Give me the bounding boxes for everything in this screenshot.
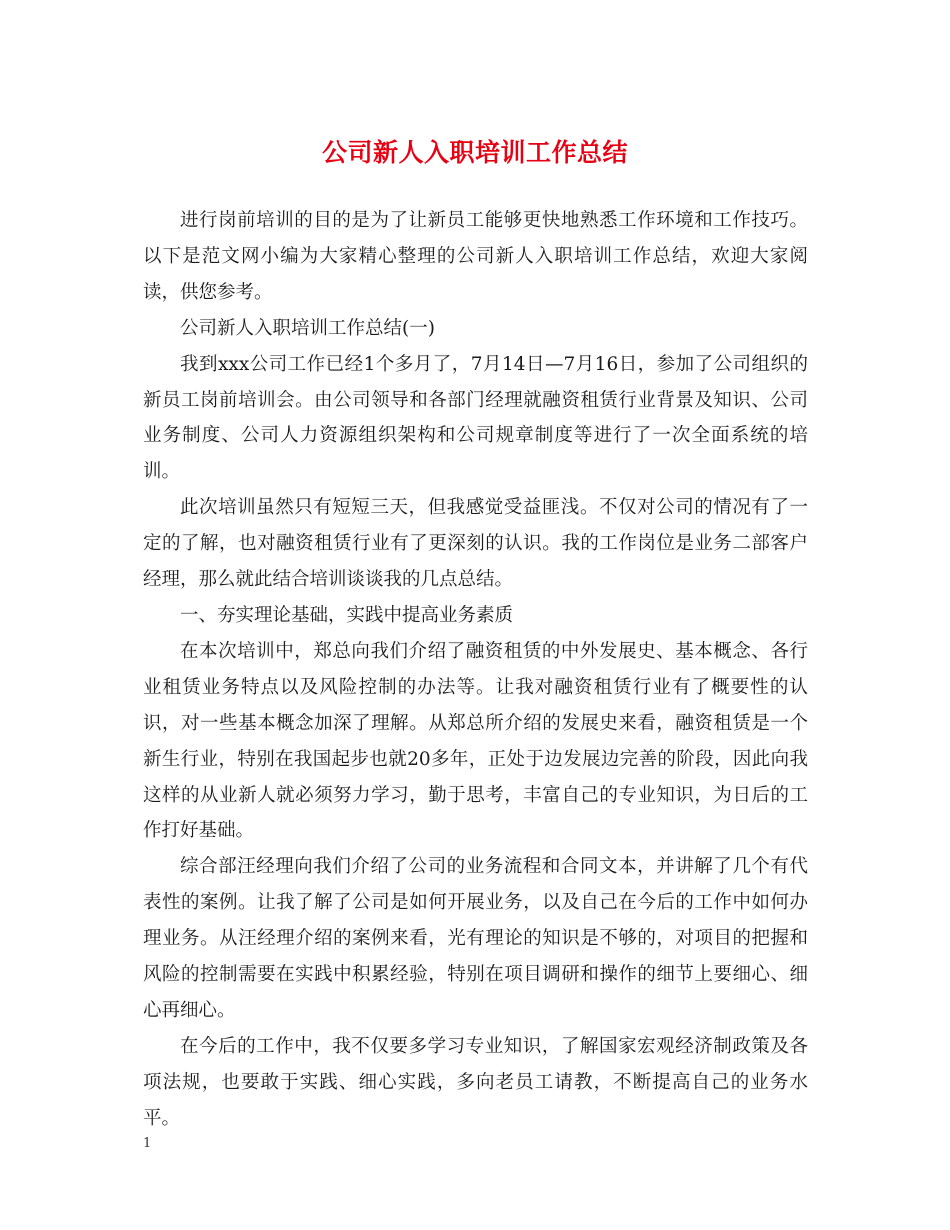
- subheading: 一、夯实理论基础，实践中提高业务素质: [180, 604, 514, 626]
- section-heading-one: 公司新人入职培训工作总结(一): [180, 317, 435, 339]
- document-title: 公司新人入职培训工作总结: [321, 138, 628, 167]
- paragraph: 此次培训虽然只有短短三天，但我感觉受益匪浅。不仅对公司的情况有了一定的了解，也对融资租赁行业有了更深刻的认识。我的工作岗位是业务二部客户经理，那么就此结合培训谈谈我的几点总结。: [143, 497, 808, 591]
- page-number: 1: [143, 1136, 152, 1151]
- paragraph: 综合部汪经理向我们介绍了公司的业务流程和合同文本，并讲解了几个有代表性的案例。让我了解了公司是如何开展业务，以及自己在今后的工作中如何办理业务。从汪经理介绍的案例来看，光有理论的知识是不够的，对项目的把握和风险的控制需要在实践中积累经验，特别在项目调研和操作的细节上要细心、细心再细心。: [143, 856, 808, 1021]
- document-body: [143, 203, 808, 1137]
- paragraph: 在今后的工作中，我不仅要多学习专业知识，了解国家宏观经济制政策及各项法规，也要敢于实践、细心实践，多向老员工请教，不断提高自己的业务水平。: [143, 1035, 808, 1129]
- paragraph: 在本次培训中，郑总向我们介绍了融资租赁的中外发展史、基本概念、各行业租赁业务特点以及风险控制的办法等。让我对融资租赁行业有了概要性的认识，对一些基本概念加深了理解。从郑总所介绍的发展史来看，融资租赁是一个新生行业，特别在我国起步也就20多年，正处于边发展边完善的阶段，因此向我这样的从业新人就必须努力学习，勤于思考，丰富自己的专业知识，为日后的工作打好基础。: [143, 640, 808, 842]
- paragraph: 我到xxx公司工作已经1个多月了，7月14日—7月16日，参加了公司组织的新员工岗前培训会。由公司领导和各部门经理就融资租赁行业背景及知识、公司业务制度、公司人力资源组织架构和公司规章制度等进行了一次全面系统的培训。: [143, 353, 808, 483]
- paragraph-intro: 进行岗前培训的目的是为了让新员工能够更快地熟悉工作环境和工作技巧。以下是范文网小编为大家精心整理的公司新人入职培训工作总结，欢迎大家阅读，供您参考。: [143, 210, 808, 303]
